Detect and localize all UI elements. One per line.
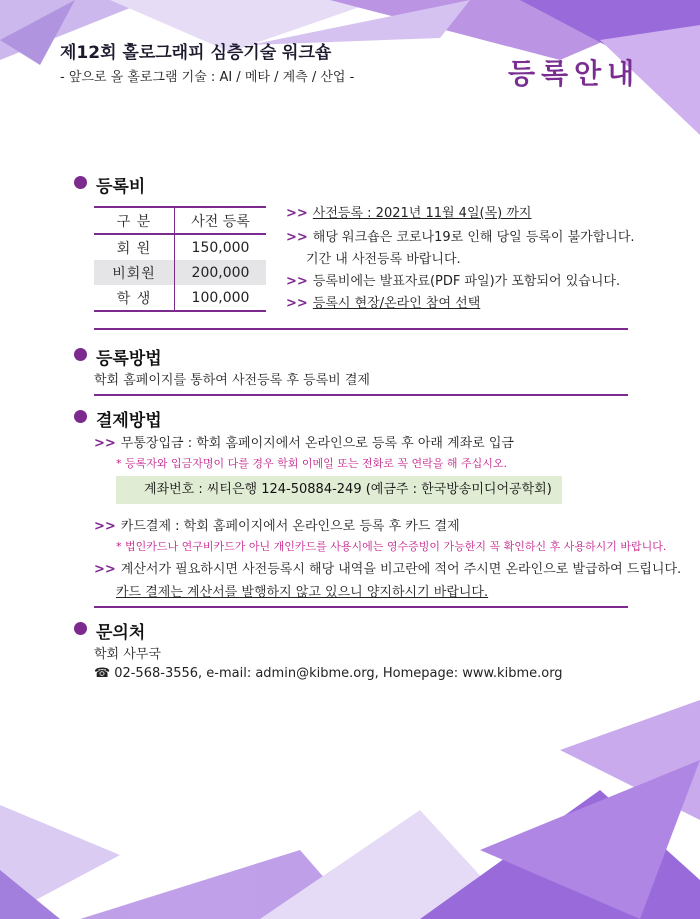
invoice-text: 계산서가 필요하시면 사전등록시 해당 내역을 비고란에 적어 주시면 온라인으로 발급하여 드립니다. [120,562,682,577]
contact-info [94,666,563,681]
card-payment [94,515,460,534]
arrow-icon: >> [286,296,308,311]
arrow-icon: >> [94,519,116,534]
section-contact [74,618,145,643]
contact-office: 학회 사무국 [94,647,161,662]
divider [94,394,628,396]
bullet-icon [74,176,87,189]
invoice-note-2: 카드 결제는 계산서를 발행하지 않고 있으니 양지하시기 바랍니다. [116,585,489,600]
fee-note [286,270,620,289]
table-row [94,260,266,285]
table-row [94,234,266,260]
fee-note [286,226,635,245]
fee-type: 비회원 [94,260,175,285]
invoice-note [94,558,681,577]
method-text: 학회 홈페이지를 통하여 사전등록 후 등록비 결제 [94,373,370,388]
fee-amount: 200,000 [175,260,267,285]
arrow-icon: >> [94,436,116,451]
workshop-subtitle: - 앞으로 올 홀로그램 기술 : AI / 메타 / 계측 / 산업 - [60,70,355,85]
fee-type: 회 원 [94,234,175,260]
bullet-icon [74,622,87,635]
page-title: 등록안내 [508,57,641,90]
fee-amount: 150,000 [191,239,250,256]
fee-note-text: 등록비에는 발표자료(PDF 파일)가 포함되어 있습니다. [312,274,621,289]
arrow-icon: >> [286,274,308,289]
card-payment-text: 카드결제 : 학회 홈페이지에서 온라인으로 등록 후 카드 결제 [120,519,460,534]
section-fee [74,172,145,197]
fee-type: 학 생 [94,285,175,311]
bullet-icon [74,410,87,423]
workshop-title: 제12회 홀로그래피 심층기술 워크숍 [60,43,332,63]
fee-amount: 100,000 [175,285,267,311]
fee-note-text: 등록시 현장/온라인 참여 선택 [312,296,481,311]
fee-note-text: 사전등록 : 2021년 11월 4일(목) 까지 [312,206,532,221]
bullet-icon [74,348,87,361]
divider [94,328,628,330]
fee-note [286,292,480,311]
table-row [94,285,266,311]
phone-icon: ☎ [94,666,111,681]
bank-note: * 등록자와 입금자명이 다를 경우 학회 이메일 또는 전화로 꼭 연락을 해 주십시오. [116,457,507,470]
fee-note-text: 해당 워크숍은 코로나19로 인해 당일 등록이 불가합니다. [312,230,635,245]
contact-info-text: 02-568-3556, e-mail: admin@kibme.org, Homepage: www.kibme.org [114,666,563,681]
account-box: 계좌번호 : 씨티은행 124-50884-249 (예금주 : 한국방송미디어공학회) [116,476,562,504]
fee-note [286,202,531,221]
arrow-icon: >> [286,206,308,221]
section-payment-heading: 결제방법 [96,411,162,431]
bank-transfer-text: 무통장입금 : 학회 홈페이지에서 온라인으로 등록 후 아래 계좌로 입금 [120,436,514,451]
section-payment [74,406,162,431]
fee-note: 기간 내 사전등록 바랍니다. [306,252,461,267]
section-method-heading: 등록방법 [96,349,162,369]
card-note: * 법인카드나 연구비카드가 아닌 개인카드를 사용시에는 영수증빙이 가능한지 꼭 확인하신 후 사용하시기 바랍니다. [116,540,667,553]
fee-table [94,206,266,312]
divider [94,606,628,608]
bank-transfer [94,432,514,451]
section-fee-heading: 등록비 [96,177,146,197]
section-method [74,344,162,369]
fee-col-type: 구 분 [94,207,175,234]
fee-col-amount: 사전 등록 [175,207,267,234]
section-contact-heading: 문의처 [96,623,146,643]
arrow-icon: >> [94,562,116,577]
arrow-icon: >> [286,230,308,245]
